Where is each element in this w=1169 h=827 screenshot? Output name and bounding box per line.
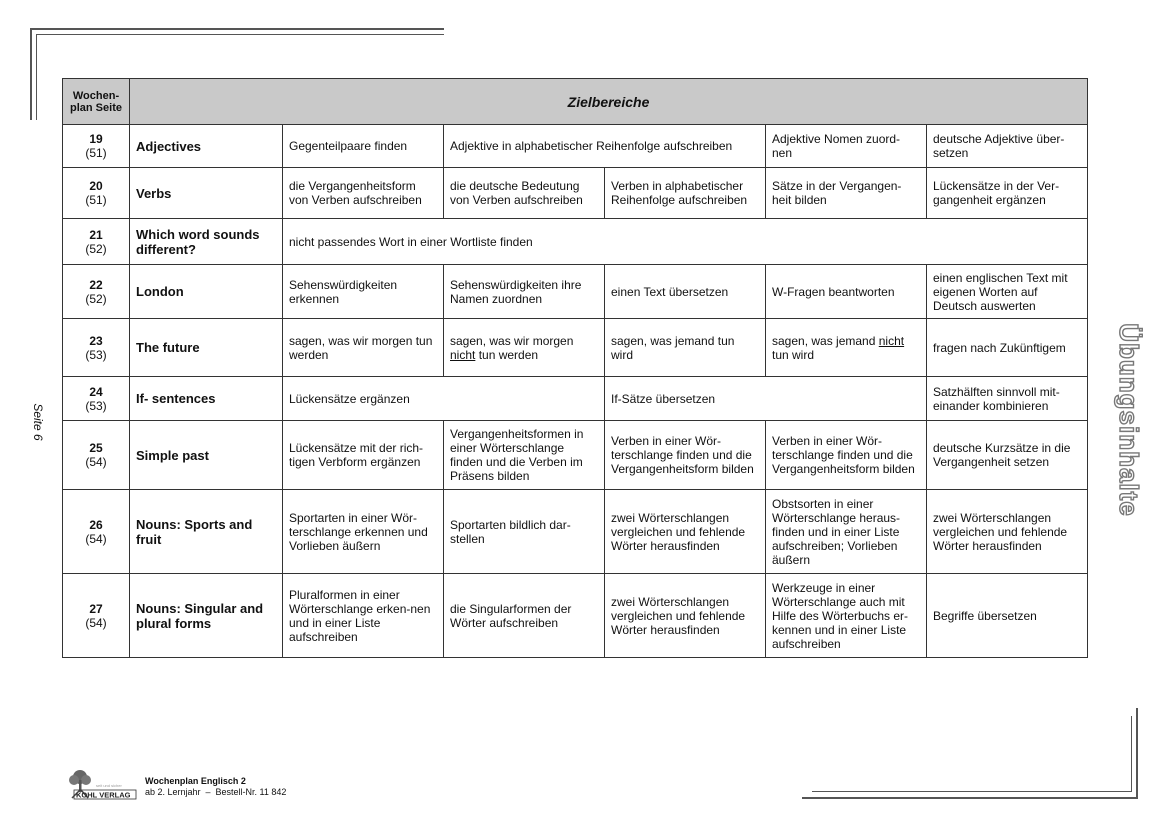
- goal-cell: Lückensätze in der Ver-gangenheit ergänzen: [927, 168, 1088, 219]
- goal-cell: sagen, was wir morgen nicht tun werden: [444, 319, 605, 377]
- footer-subtitle: ab 2. Lernjahr – Bestell-Nr. 11 842: [145, 787, 287, 797]
- page-cell: 19 (51): [63, 125, 130, 168]
- topic-cell: Simple past: [130, 421, 283, 490]
- goal-cell: sagen, was jemand tun wird: [605, 319, 766, 377]
- footer-info: [145, 776, 286, 798]
- table-row: [63, 168, 1088, 219]
- header-zielbereiche: Zielbereiche: [130, 79, 1088, 125]
- topic-cell: Nouns: Singular and plural forms: [130, 574, 283, 658]
- topic-cell: Nouns: Sports and fruit: [130, 490, 283, 574]
- topic-cell: If- sentences: [130, 377, 283, 421]
- publisher-name: KOHL VERLAG: [76, 790, 131, 800]
- table-row: [63, 125, 1088, 168]
- goal-cell: einen Text übersetzen: [605, 265, 766, 319]
- page-number-label: Seite 6: [31, 403, 45, 441]
- topic-cell: The future: [130, 319, 283, 377]
- goal-cell: Verben in alphabetischer Reihenfolge aufschreiben: [605, 168, 766, 219]
- topic-cell: Verbs: [130, 168, 283, 219]
- footer-title: Wochenplan Englisch 2: [145, 776, 246, 786]
- goal-cell: nicht passendes Wort in einer Wortliste finden: [283, 219, 1088, 265]
- goal-cell: Sehenswürdigkeiten ihre Namen zuordnen: [444, 265, 605, 319]
- page-cell: 26 (54): [63, 490, 130, 574]
- goal-cell: sagen, was jemand nicht tun wird: [766, 319, 927, 377]
- goal-cell: Satzhälften sinnvoll mit-einander kombinieren: [927, 377, 1088, 421]
- goal-cell: Pluralformen in einer Wörterschlange erken-nen und in einer Liste aufschreiben: [283, 574, 444, 658]
- table-row: [63, 377, 1088, 421]
- goal-cell: Vergangenheitsformen in einer Wörterschlange finden und die Verben im Präsens bilden: [444, 421, 605, 490]
- topic-cell: Adjectives: [130, 125, 283, 168]
- goal-cell: deutsche Kurzsätze in die Vergangenheit setzen: [927, 421, 1088, 490]
- goal-cell: fragen nach Zukünftigem: [927, 319, 1088, 377]
- lesson-plan-table: [62, 78, 1088, 658]
- goal-cell: Adjektive Nomen zuord-nen: [766, 125, 927, 168]
- topic-cell: Which word sounds different?: [130, 219, 283, 265]
- page-cell: 25 (54): [63, 421, 130, 490]
- page-cell: 21 (52): [63, 219, 130, 265]
- goal-cell: die Singularformen der Wörter aufschreiben: [444, 574, 605, 658]
- section-title: Übungsinhalte: [1114, 323, 1144, 517]
- kohl-verlag-logo: [66, 768, 138, 802]
- goal-cell: Gegenteilpaare finden: [283, 125, 444, 168]
- goal-cell: sagen, was wir morgen tun werden: [283, 319, 444, 377]
- goal-cell: Sätze in der Vergangen-heit bilden: [766, 168, 927, 219]
- table-header-row: [63, 79, 1088, 125]
- corner-frame-line: [1136, 708, 1138, 799]
- goal-cell: zwei Wörterschlangen vergleichen und fehlende Wörter herausfinden: [605, 490, 766, 574]
- corner-frame-line: [812, 791, 1132, 792]
- goal-cell: Obstsorten in einer Wörterschlange heraus-finden und in einer Liste aufschreiben; Vorlieben äußern: [766, 490, 927, 574]
- goal-cell: Adjektive in alphabetischer Reihenfolge aufschreiben: [444, 125, 766, 168]
- corner-frame-line: [36, 34, 37, 120]
- corner-frame-line: [802, 797, 1138, 799]
- topic-cell: London: [130, 265, 283, 319]
- goal-cell: zwei Wörterschlangen vergleichen und fehlende Wörter herausfinden: [605, 574, 766, 658]
- page-cell: 20 (51): [63, 168, 130, 219]
- goal-cell: Sportarten bildlich dar-stellen: [444, 490, 605, 574]
- goal-cell: Verben in einer Wör-terschlange finden und die Vergangenheitsform bilden: [766, 421, 927, 490]
- corner-frame-line: [1131, 716, 1132, 792]
- goal-cell: Lückensätze mit der rich-tigen Verbform ergänzen: [283, 421, 444, 490]
- goal-cell: Werkzeuge in einer Wörterschlange auch mit Hilfe des Wörterbuchs er-kennen und in einer Liste aufschreiben: [766, 574, 927, 658]
- goal-cell: deutsche Adjektive über-setzen: [927, 125, 1088, 168]
- page-cell: 27 (54): [63, 574, 130, 658]
- goal-cell: Begriffe übersetzen: [927, 574, 1088, 658]
- goal-cell: W-Fragen beantworten: [766, 265, 927, 319]
- goal-cell: die deutsche Bedeutung von Verben aufschreiben: [444, 168, 605, 219]
- goal-cell: Verben in einer Wör-terschlange finden und die Vergangenheitsform bilden: [605, 421, 766, 490]
- goal-cell: If-Sätze übersetzen: [605, 377, 927, 421]
- goal-cell: Sehenswürdigkeiten erkennen: [283, 265, 444, 319]
- goal-cell: einen englischen Text mit eigenen Worten auf Deutsch auswerten: [927, 265, 1088, 319]
- corner-frame-line: [30, 28, 32, 120]
- page-cell: 22 (52): [63, 265, 130, 319]
- goal-cell: zwei Wörterschlangen vergleichen und fehlende Wörter herausfinden: [927, 490, 1088, 574]
- corner-frame-line: [36, 34, 444, 35]
- page-cell: 23 (53): [63, 319, 130, 377]
- table-row: [63, 490, 1088, 574]
- table-row: [63, 574, 1088, 658]
- goal-cell: Lückensätze ergänzen: [283, 377, 605, 421]
- table-row: [63, 421, 1088, 490]
- table-row: [63, 265, 1088, 319]
- table-row: [63, 319, 1088, 377]
- page-cell: 24 (53): [63, 377, 130, 421]
- goal-cell: Sportarten in einer Wör-terschlange erkennen und Vorlieben äußern: [283, 490, 444, 574]
- header-weekplan-page: Wochen- plan Seite: [63, 79, 130, 125]
- publisher-tagline: seit und sicher: [96, 783, 122, 788]
- goal-cell: die Vergangenheitsform von Verben aufschreiben: [283, 168, 444, 219]
- corner-frame-line: [30, 28, 444, 30]
- table-row: [63, 219, 1088, 265]
